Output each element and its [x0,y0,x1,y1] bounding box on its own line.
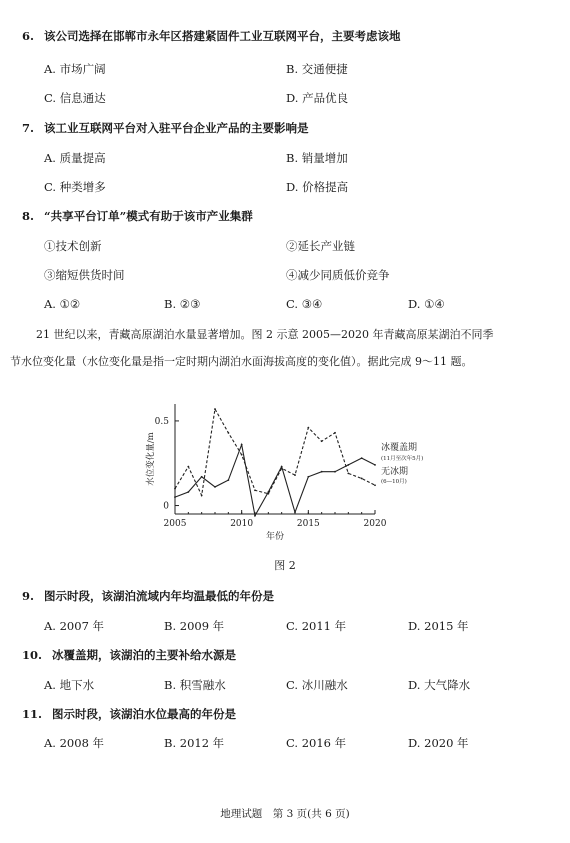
data-point [281,466,283,468]
option-a: A. 2008 年 [44,736,105,750]
data-point [321,471,323,473]
data-point [241,454,243,456]
option-a: A. 质量提高 [44,151,106,165]
option-d: D. ①④ [408,297,445,311]
data-point [241,444,243,446]
question-7 [22,120,309,136]
question-text: 图示时段，该湖泊流域内年均温最低的年份是 [44,589,275,603]
option-c: C. 2011 年 [286,619,347,633]
legend-ice-cover-note: (11月至次年5月) [381,456,424,462]
statement-3: ③缩短供货时间 [44,268,125,282]
question-number: 7. [22,121,35,135]
option-a: A. 地下水 [44,678,95,692]
question-10 [22,647,236,663]
x-tick-label: 2015 [296,519,320,529]
data-point [187,491,189,493]
x-axis-label: 年份 [265,532,285,542]
data-point [374,484,376,486]
figure-caption: 图 2 [274,559,296,572]
option-b: B. 销量增加 [286,151,348,165]
x-tick-label: 2010 [230,519,254,529]
data-point [347,472,349,474]
data-point [374,464,376,466]
data-point [201,494,203,496]
option-b: B. ②③ [164,297,201,311]
x-tick-label: 2020 [363,519,387,529]
option-c: C. 2016 年 [286,736,347,750]
question-11 [22,706,236,722]
option-c: C. 冰川融水 [286,678,348,692]
data-point [334,432,336,434]
data-point [267,493,269,495]
question-number: 8. [22,209,35,223]
option-b: B. 积雪融水 [164,678,226,692]
data-point [214,486,216,488]
option-c: C. ③④ [286,297,323,311]
passage-line-1: 21 世纪以来，青藏高原湖泊水量显著增加。图 2 示意 2005—2020 年青藏高原某湖泊不同季 [36,328,494,341]
legend-ice-cover-name: 冰覆盖期 [381,443,418,453]
legend-ice-free-name: 无冰期 [381,467,409,477]
option-b: B. 2012 年 [164,736,225,750]
data-point [347,464,349,466]
data-point [174,488,176,490]
data-point [281,467,283,469]
option-a: A. ①② [44,297,81,311]
question-text: 冰覆盖期，该湖泊的主要补给水源是 [52,648,237,662]
question-number: 9. [22,589,35,603]
option-d: D. 价格提高 [286,180,349,194]
option-a: A. 2007 年 [44,619,105,633]
option-d: D. 2015 年 [408,619,469,633]
option-d: D. 产品优良 [286,91,349,105]
data-point [307,427,309,429]
data-point [227,479,229,481]
option-c: C. 种类增多 [44,180,106,194]
question-number: 6. [22,29,35,43]
question-9 [22,588,274,604]
passage-line-2: 节水位变化量（水位变化量是指一定时期内湖泊水面海拔高度的变化值）。据此完成 9～11 题。 [10,355,473,368]
statement-4: ④减少同质低价竞争 [286,268,390,282]
data-point [361,478,363,480]
question-6 [22,28,401,44]
question-text: “共享平台订单”模式有助于该市产业集群 [44,209,253,223]
data-point [361,457,363,459]
option-b: B. 交通便捷 [286,62,348,76]
question-number: 11. [22,707,43,721]
y-tick-label: 0.5 [154,416,169,427]
y-axis-label: 水位变化量/m [146,432,156,486]
data-point [307,476,309,478]
option-c: C. 信息通达 [44,91,106,105]
question-text: 该工业互联网平台对入驻平台企业产品的主要影响是 [44,121,309,135]
data-point [214,408,216,410]
option-b: B. 2009 年 [164,619,225,633]
statement-1: ①技术创新 [44,239,102,253]
water-level-chart [110,390,470,550]
data-point [294,474,296,476]
data-point [187,466,189,468]
question-text: 图示时段，该湖泊水位最高的年份是 [52,707,237,721]
page-footer: 地理试题 第 3 页(共 6 页) [220,808,350,820]
data-point [254,515,256,517]
data-point [201,476,203,478]
data-point [294,511,296,513]
y-tick-label: 0 [163,501,169,512]
data-point [254,489,256,491]
question-text: 该公司选择在邯郸市永年区搭建紧固件工业互联网平台，主要考虑该地 [44,29,401,43]
data-point [321,440,323,442]
question-number: 10. [22,648,43,662]
option-d: D. 大气降水 [408,678,471,692]
data-point [227,432,229,434]
series-line-ice-cover [175,445,375,516]
option-a: A. 市场广阔 [44,62,106,76]
option-d: D. 2020 年 [408,736,469,750]
data-point [334,471,336,473]
question-8 [22,208,253,224]
legend-ice-free-note: (6—10月) [381,479,407,485]
series-line-ice-free [175,409,375,495]
data-point [174,496,176,498]
statement-2: ②延长产业链 [286,239,355,253]
x-tick-label: 2005 [163,519,187,529]
